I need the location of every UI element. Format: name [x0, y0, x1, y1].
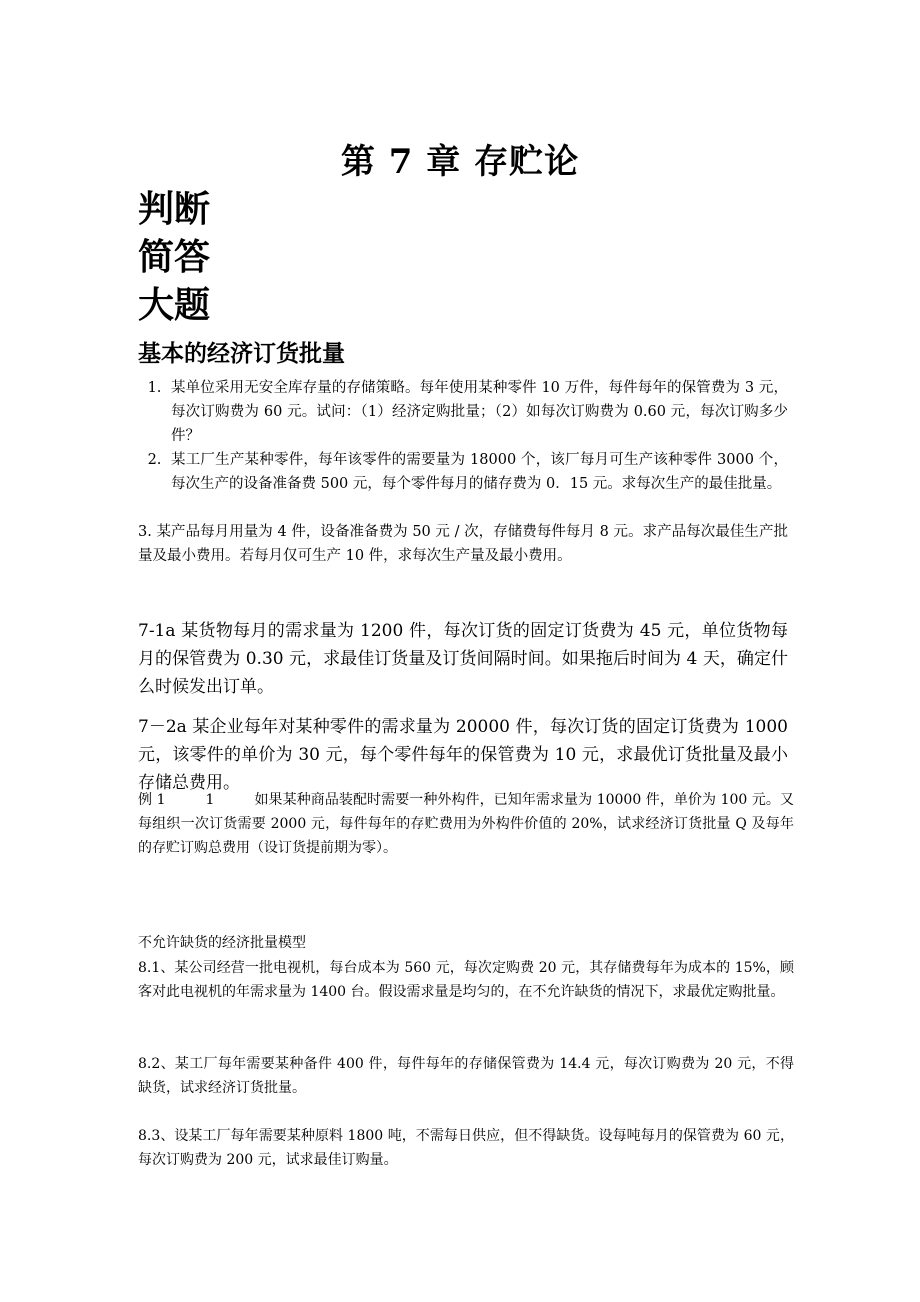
question-list	[138, 376, 788, 496]
example-number: 1	[205, 792, 215, 808]
heading-judgment: 判断	[138, 189, 211, 230]
question-8-1: 8.1、某公司经营一批电视机，每台成本为 560 元，每次定购费 20 元，其存储费每年为成本的 15%，顾客对此电视机的年需求量为 1400 台。假设需求量是均匀的，在不允许缺货的情况下，求最优定购批量。	[138, 960, 794, 1000]
item-text: 某单位采用无安全库存量的存储策略。每年使用某种零件 10 万件，每件每年的保管费为 3 元，每次订购费为 60 元。试问：（1）经济定购批量；（2）如每次订购费为 0.60 元，每次订购多少件？	[171, 380, 788, 444]
list-item	[138, 448, 788, 496]
item-number: 1.	[147, 380, 162, 396]
example-text: 如果某种商品装配时需要一种外构件，已知年需求量为 10000 件，单价为 100 元。又每组织一次订货需要 2000 元，每件每年的存贮费用为外构件价值的 20%，试求经济订货批量 Q 及每年的存贮订购总费用（设订货提前期为零）。	[138, 792, 794, 856]
list-item	[138, 376, 788, 448]
heading-short-answer: 简答	[138, 237, 211, 278]
item-number: 2.	[147, 452, 162, 468]
example-1	[138, 788, 794, 860]
question-7-2a: 7－2a 某企业每年对某种零件的需求量为 20000 件，每次订货的固定订货费为 1000 元，该零件的单价为 30 元，每个零件每年的保管费为 10 元，求最优订货批量及最小存储总费用。	[138, 717, 788, 793]
question-8-2: 8.2、某工厂每年需要某种备件 400 件，每件每年的存储保管费为 14.4 元，每次订购费为 20 元，不得缺货，试求经济订货批量。	[138, 1056, 794, 1096]
section-heading-no-shortage: 不允许缺货的经济批量模型	[138, 935, 306, 951]
question-8-3: 8.3、设某工厂每年需要某种原料 1800 吨，不需每日供应，但不得缺货。设每吨每月的保管费为 60 元，每次订购费为 200 元，试求最佳订购量。	[138, 1128, 794, 1168]
section-heading-eoq: 基本的经济订货批量	[138, 341, 345, 367]
heading-major-questions: 大题	[138, 285, 211, 326]
item-text: 某工厂生产某种零件，每年该零件的需要量为 18000 个，该厂每月可生产该种零件 3000 个，每次生产的设备准备费 500 元，每个零件每月的储存费为 0．15 元。求每次生产的最佳批量。	[171, 452, 788, 492]
page-title: 第 7 章 存贮论	[340, 142, 580, 182]
question-7-1a: 7-1a 某货物每月的需求量为 1200 件，每次订货的固定订货费为 45 元，单位货物每月的保管费为 0.30 元，求最佳订货量及订货间隔时间。如果拖后时间为 4 天，确定什么时候发出订单。	[138, 621, 788, 697]
example-label: 例 1	[138, 792, 166, 808]
question-3: 3. 某产品每月用量为 4 件，设备准备费为 50 元 / 次，存储费每件每月 8 元。求产品每次最佳生产批量及最小费用。若每月仅可生产 10 件，求每次生产量及最小费用。	[138, 524, 788, 564]
